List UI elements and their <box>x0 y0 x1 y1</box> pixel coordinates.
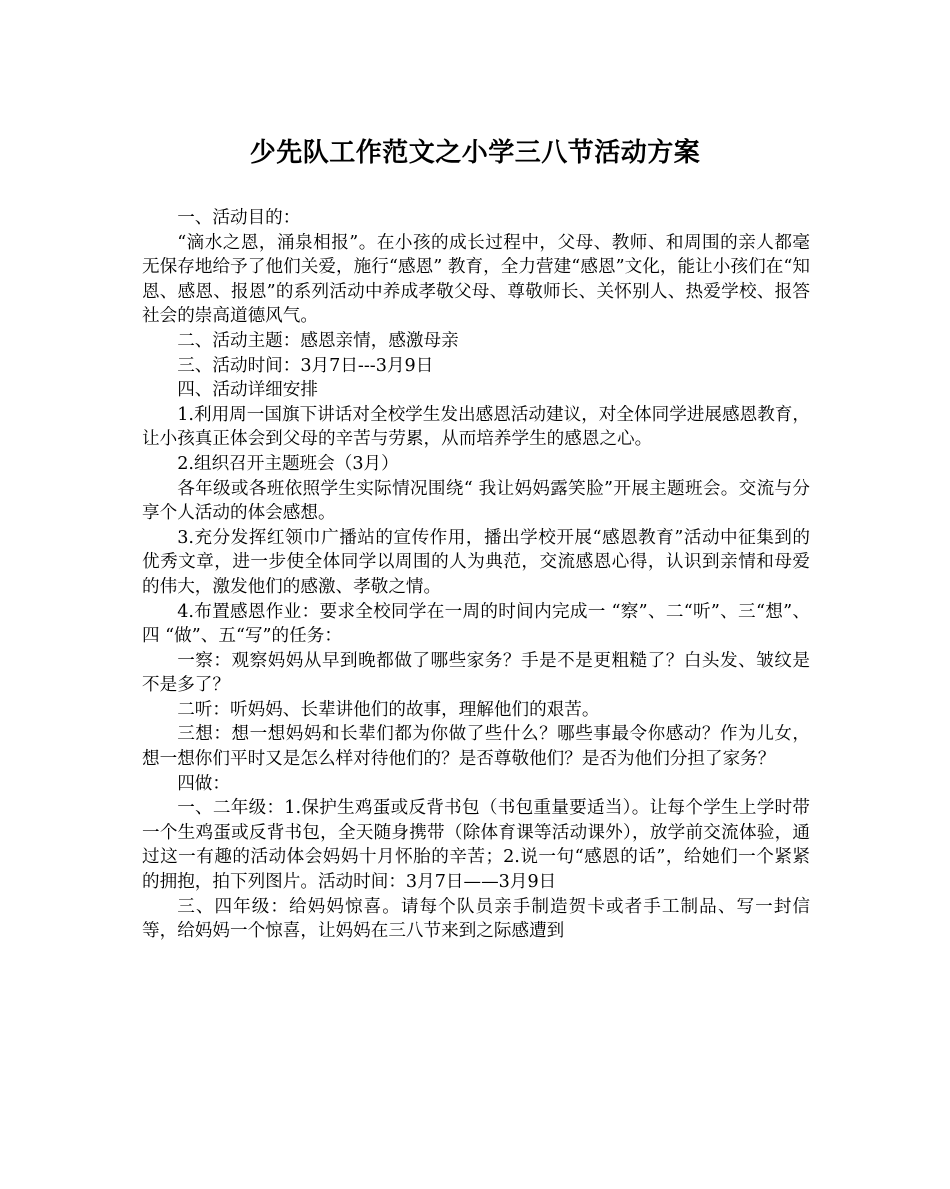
paragraph: “滴水之恩，涌泉相报”。在小孩的成长过程中，父母、教师、和周围的亲人都毫无保存地给予了他们关爱，施行“感恩” 教育，全力营建“感恩”文化，能让小孩们在“知恩、感恩、报恩”的系列活动中养成孝敬父母、尊敬师长、关怀别人、热爱学校、报答社会的崇高道德风气。 <box>142 232 810 327</box>
paragraph: 四、活动详细安排 <box>177 380 318 401</box>
paragraph: 4.布置感恩作业：要求全校同学在一周的时间内完成一 “察”、二“听”、三“想”、四 “做”、五“写”的任务： <box>142 601 810 647</box>
document-title: 少先队工作范文之小学三八节活动方案 <box>249 138 701 168</box>
paragraph: 各年级或各班依照学生实际情况围绕“ 我让妈妈露笑脸”开展主题班会。交流与分享个人活动的体会感想。 <box>142 478 810 524</box>
paragraph: 一、二年级：1.保护生鸡蛋或反背书包（书包重量要适当）。让每个学生上学时带一个生鸡蛋或反背书包，全天随身携带（除体育课等活动课外），放学前交流体验，通过这一有趣的活动体会妈妈十月怀胎的辛苦；2.说一句“感恩的话”，给她们一个紧紧的拥抱，拍下列图片。活动时间：3月7日——3月9日 <box>142 798 810 893</box>
paragraph: 二听：听妈妈、长辈讲他们的故事，理解他们的艰苦。 <box>177 699 600 720</box>
paragraph: 三、活动时间：3月7日---3月9日 <box>177 355 434 376</box>
paragraph: 2.组织召开主题班会（3月） <box>177 453 399 474</box>
paragraph: 3.充分发挥红领巾广播站的宣传作用，播出学校开展“感恩教育”活动中征集到的优秀文章，进一步使全体同学以周围的人为典范，交流感恩心得，认识到亲情和母爱的伟大，激发他们的感激、孝敬之情。 <box>142 527 810 597</box>
paragraph: 一、活动目的： <box>177 208 301 228</box>
paragraph: 三想：想一想妈妈和长辈们都为你做了些什么？哪些事最令你感动？作为儿女，想一想你们平时又是怎么样对待他们的？是否尊敬他们？是否为他们分担了家务？ <box>142 724 810 770</box>
document-body <box>142 206 810 944</box>
paragraph: 1.利用周一国旗下讲话对全校学生发出感恩活动建议，对全体同学进展感恩教育，让小孩真正体会到父母的辛苦与劳累，从而培养学生的感恩之心。 <box>142 404 810 450</box>
paragraph: 二、活动主题：感恩亲情，感激母亲 <box>177 330 459 351</box>
paragraph: 三、四年级：给妈妈惊喜。请每个队员亲手制造贺卡或者手工制品、写一封信等，给妈妈一个惊喜，让妈妈在三八节来到之际感遭到 <box>142 896 810 942</box>
paragraph: 四做： <box>177 773 230 794</box>
paragraph: 一察：观察妈妈从早到晚都做了哪些家务？手是不是更粗糙了？白头发、皱纹是不是多了？ <box>142 650 810 696</box>
